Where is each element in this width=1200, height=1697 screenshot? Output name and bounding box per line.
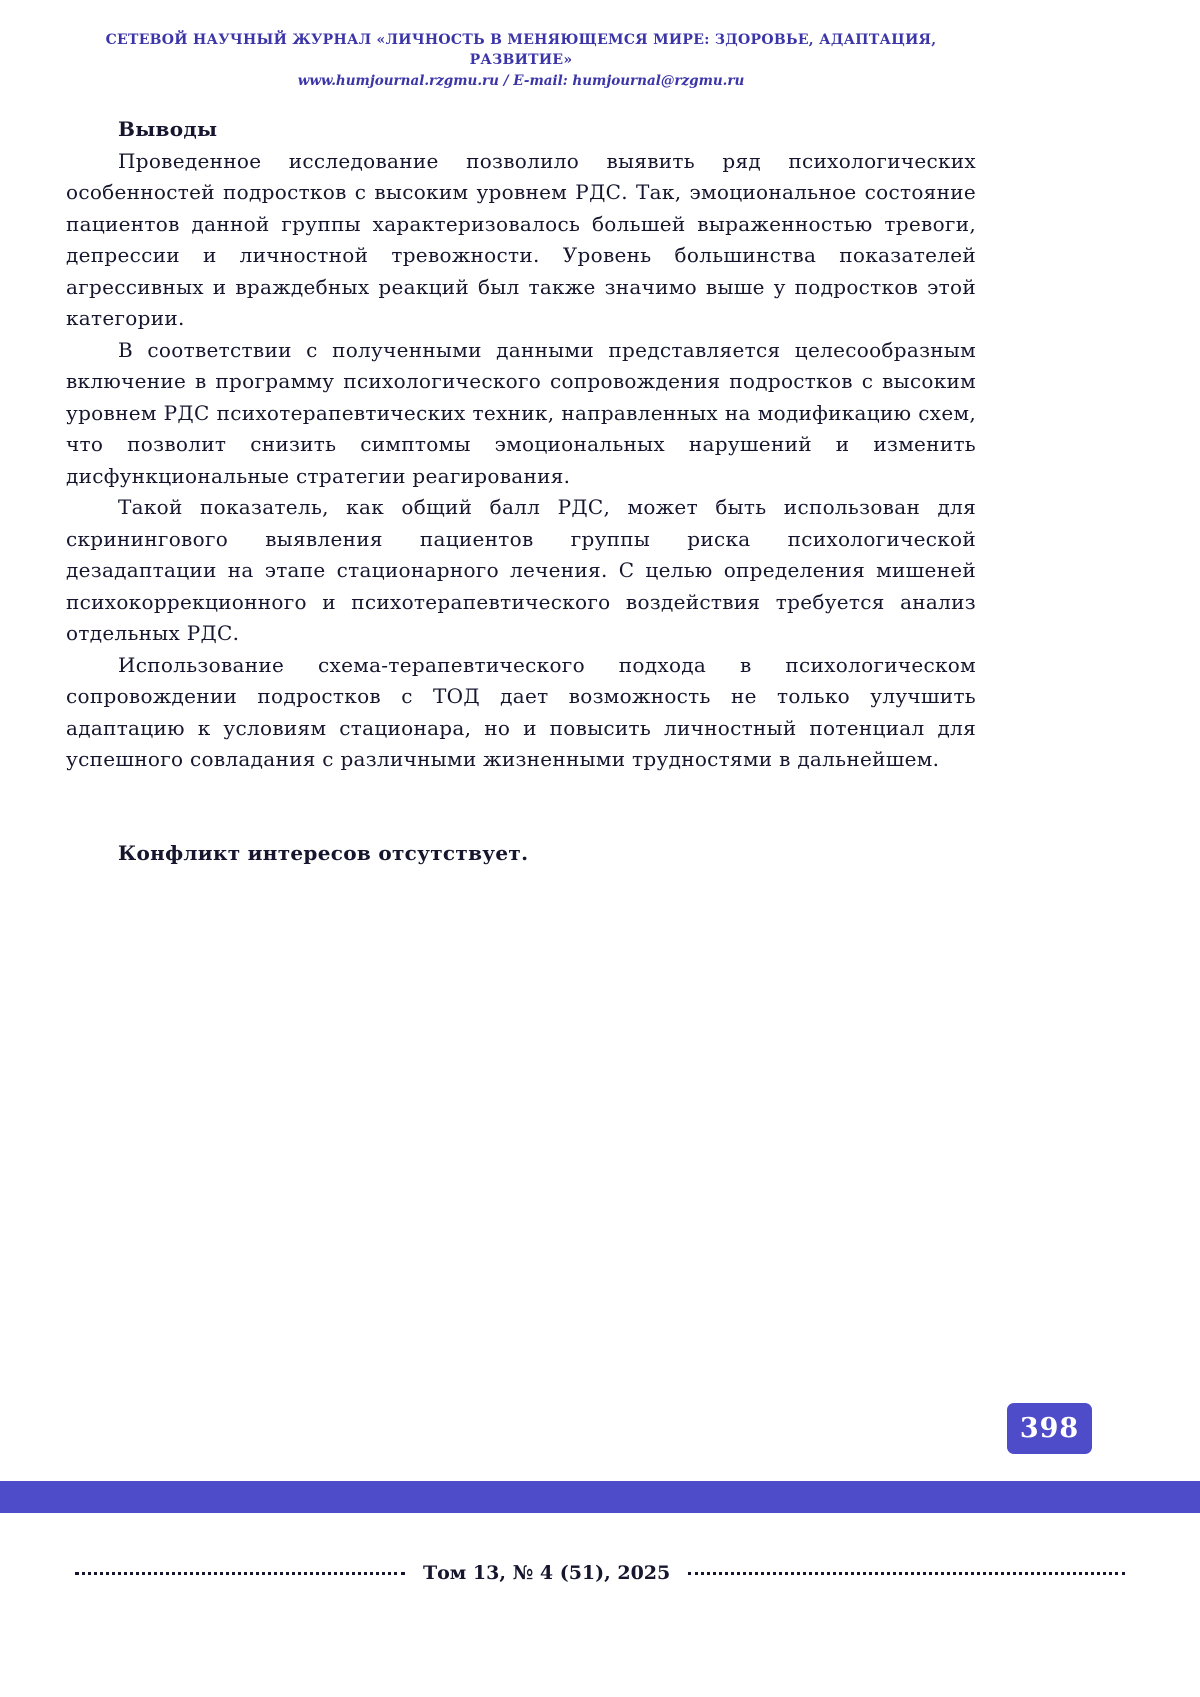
journal-title: СЕТЕВОЙ НАУЧНЫЙ ЖУРНАЛ «ЛИЧНОСТЬ В МЕНЯЮЩЕМСЯ МИРЕ: ЗДОРОВЬЕ, АДАПТАЦИЯ, РАЗВИТИЕ» [105,32,937,68]
conflict-of-interest-statement: Конфликт интересов отсутствует. [118,840,529,865]
dotted-leader-right [688,1572,1125,1575]
accent-bar [0,1481,1200,1513]
article-body [66,114,976,869]
dotted-leader-left [75,1572,405,1575]
paragraph: Использование схема-терапевтического подхода в психологическом сопровождении подростков с ТОД дает возможность не только улучшить адаптацию к условиям стационара, но и повысить личностный потенциал для успешного совладания с различными жизненными трудностями в дальнейшем. [66,652,976,771]
paragraph: Проведенное исследование позволило выявить ряд психологических особенностей подростков с высоким уровнем РДС. Так, эмоциональное состояние пациентов данной группы характеризовалось большей выраженностью тревоги, депрессии и личностной тревожности. Уровень большинства показателей агрессивных и враждебных реакций был также значимо выше у подростков этой категории. [66,148,976,330]
journal-contacts: www.humjournal.rzgmu.ru / E-mail: humjournal@rzgmu.ru [297,73,745,89]
page-footer [75,1556,1125,1590]
paragraph: В соответствии с полученными данными представляется целесообразным включение в программу психологического сопровождения подростков с высоким уровнем РДС психотерапевтических техник, направленных на модификацию схем, что позволит снизить симптомы эмоциональных нарушений и изменить дисфункциональные стратегии реагирования. [66,337,976,488]
paragraph: Такой показатель, как общий балл РДС, может быть использован для скринингового выявления пациентов группы риска психологической дезадаптации на этапе стационарного лечения. С целью определения мишеней психокоррекционного и психотерапевтического воздействия требуется анализ отдельных РДС. [66,495,976,645]
page-number-badge: 398 [1007,1403,1092,1454]
section-title-conclusions: Выводы [118,117,218,141]
issue-info: Том 13, № 4 (51), 2025 [423,1562,671,1584]
page-header [66,30,976,89]
